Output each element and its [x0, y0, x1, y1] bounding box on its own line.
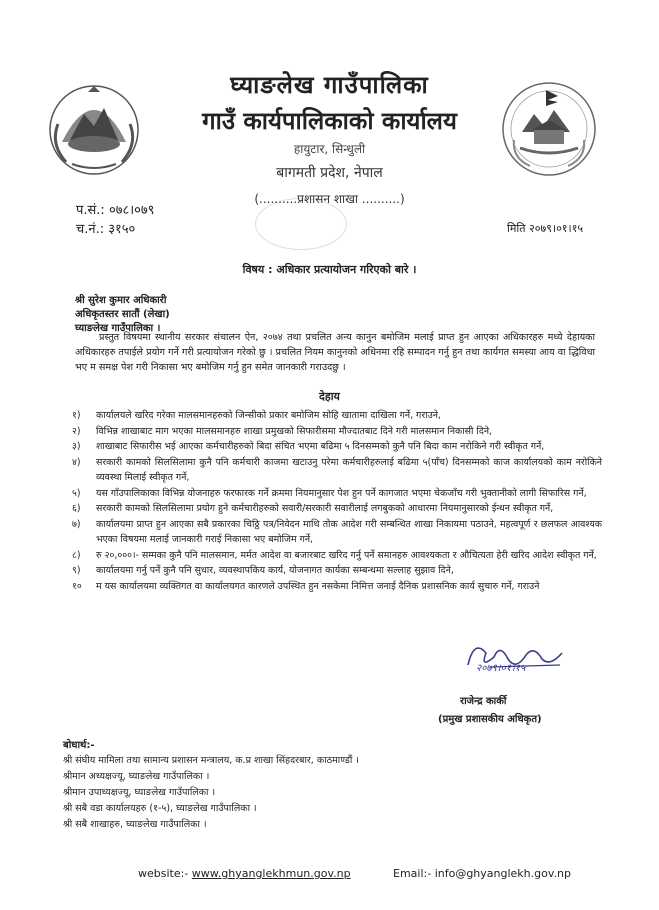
letter-subject: विषय : अधिकार प्रत्यायोजन गरिएको बारे ।	[242, 263, 417, 276]
list-item	[72, 548, 602, 564]
website-link[interactable]: www.ghyanglekhmun.gov.np	[191, 867, 351, 880]
body-paragraph: प्रस्तुत विषयमा स्थानीय सरकार संचालन ऐन, २०७४ तथा प्रचलित अन्य कानुन बमोजिम मलाई प्राप्त हुन आएका अधिकारहरु मध्ये देहायका अधिकारहरु तपाईले प्रयोग गर्ने गरी प्रत्यायोजन गरेको छु । प्रचलित नियम कानुनको अधिनमा रहि सम्पादन गर्नु हुन तथा कार्यगत समस्या आय वा द्धिविधा भए म समक्ष पेश गरी निकासा भए बमोजिम गर्नु हुन समेत जानकारी गराउदछु ।	[75, 332, 595, 373]
list-item	[72, 501, 602, 517]
delegation-list	[72, 408, 602, 594]
item-number: १)	[72, 410, 81, 421]
item-number: २)	[72, 425, 81, 437]
item-text: कार्यालयमा गर्नु पर्ने कुनै पनि सुधार, व्यवस्थापकिय कार्य, योजनागत कार्यका सम्बन्धमा सल्लाह सुझाव दिने,	[96, 565, 454, 576]
recipient-post: अधिकृतस्तर सातौं (लेखा)	[75, 309, 170, 320]
list-item	[72, 579, 602, 595]
item-text: सरकारी कामको सिलसिलामा प्रयोग हुने कर्मचारीहरुको सवारी/सरकारी सवारीलाई लगबुकको आधारमा नियमानुसारको ईन्धन स्वीकृत गर्ने,	[96, 503, 554, 514]
item-text: सरकारी कामको सिलसिलामा कुनै पनि कर्मचारी काजमा खटाउनु परेमा कर्मचारीहरुलाई बढिमा ५(पाँच) दिनसम्मको काज कार्यालयको काम नरोकिने व्यवस्था मिलाई स्वीकृत गर्ने,	[96, 456, 602, 483]
list-item	[72, 517, 602, 548]
list-item	[72, 408, 602, 424]
dispatch-number: च.नं.: ३१५०	[76, 222, 136, 237]
item-number: ८)	[72, 549, 81, 561]
footer-website	[138, 867, 351, 880]
item-text: कार्यालयमा प्राप्त हुन आएका सबै प्रकारका चिठ्ठि पत्र/निवेदन माथि तोक आदेश गरी सम्बन्धित शाखा निकायमा पठाउने, महत्वपूर्ण र छलफल आवश्यक भएका विषयमा मलाई जानकारी गराई निकासा भए बमोजिम गर्ने,	[96, 518, 602, 545]
municipality-name: घ्याङलेख गाउँपालिका	[230, 71, 429, 99]
item-text: म यस कार्यालयमा व्यक्तिगत वा कार्यालयगत कारणले उपस्थित हुन नसकेमा निमित्त जनाई दैनिक प्रशासनिक कार्य सुचारु गर्ने, गराउने	[96, 580, 540, 592]
list-item	[72, 455, 602, 486]
list-heading: देहाय	[319, 390, 340, 403]
section-name: (..........प्रशासन शाखा ..........)	[254, 192, 405, 206]
address-province: बागमती प्रदेश, नेपाल	[276, 165, 383, 181]
signatory-name: राजेन्द्र कार्की	[460, 696, 507, 707]
item-number: ४)	[72, 456, 81, 468]
recipient-office: घ्याङलेख गाउँपालिका ।	[75, 323, 161, 334]
cc-item: श्रीमान उपाध्यक्षज्यू, घ्याङलेख गाउँपालिका ।	[63, 787, 216, 798]
item-number: १०	[72, 580, 82, 592]
item-number: ५)	[72, 487, 81, 499]
item-text: कार्यालयले खरिद गरेका मालसमानहरुको जिन्सीको प्रकार बमोजिम सोहि खातामा दाखिला गर्ने, गराउने,	[96, 410, 441, 421]
footer-email[interactable]: Email:- info@ghyanglekh.gov.np	[393, 867, 571, 880]
recipient-name: श्री सुरेश कुमार अधिकारी	[75, 295, 167, 306]
cc-item: श्री सबै शाखाहरु, घ्याङलेख गाउँपालिका ।	[63, 819, 207, 830]
cc-item: श्री संघीय मामिला तथा सामान्य प्रशासन मन्त्रालय, क.प्र शाखा सिंहदरबार, काठमाण्डौं ।	[63, 755, 359, 766]
signatory-post: (प्रमुख प्रशासकीय अधिकृत)	[438, 714, 542, 725]
letter-date: मिति २०७९।०१।१५	[507, 222, 584, 235]
cc-item: श्रीमान अध्यक्षज्यू, घ्याङलेख गाउँपालिका ।	[63, 771, 210, 782]
item-number: ९)	[72, 565, 81, 576]
item-number: ७)	[72, 518, 81, 530]
cc-label: बोधार्थ:-	[63, 740, 95, 751]
item-text: यस गाँउपालिकाका विभिन्न योजनाहरु फरफारक गर्ने क्रममा नियमानुसार पेश हुन पर्ने कागजात भएमा चेकजाँच गरी भुक्तानीको लागी सिफारिस गर्ने,	[96, 487, 587, 499]
list-item	[72, 486, 602, 502]
list-item	[72, 439, 602, 455]
item-number: ६)	[72, 503, 81, 514]
item-text: विभिन्न शाखाबाट माग भएका मालसमानहरु शाखा प्रमुखको सिफारीसमा मौज्दातबाट दिने गरी मालसमान निकासी दिने,	[96, 425, 492, 437]
item-text: शाखाबाट सिफारीस भई आएका कर्मचारीहरुको बिदा संचित भएमा बढिमा ५ दिनसम्मको कुनै पनि बिदा काम नरोकिने गरी स्वीकृत गर्ने,	[96, 441, 545, 452]
signature-date: २०७९।०१।१५	[476, 663, 526, 674]
item-text: रु २०,०००।- सम्मका कुनै पनि मालसमान, मर्मत आदेश वा बजारबाट खरिद गर्नु पर्ने समानहरु आवश्यकता र औचित्यता हेरी खरिद आदेश स्वीकृत गर्ने,	[96, 549, 597, 561]
item-number: ३)	[72, 441, 81, 452]
letter-ref-number: प.सं.: ०७८।०७९	[76, 203, 155, 218]
address-location: हायुटार, सिन्धुली	[293, 142, 366, 156]
list-item	[72, 424, 602, 440]
list-item	[72, 563, 602, 579]
website-label: website:-	[138, 867, 189, 880]
office-name: गाउँ कार्यपालिकाको कार्यालय	[202, 107, 457, 135]
cc-item: श्री सबै वडा कार्यालयहरु (१-५), घ्याङलेख गाउँपालिका ।	[63, 803, 257, 814]
